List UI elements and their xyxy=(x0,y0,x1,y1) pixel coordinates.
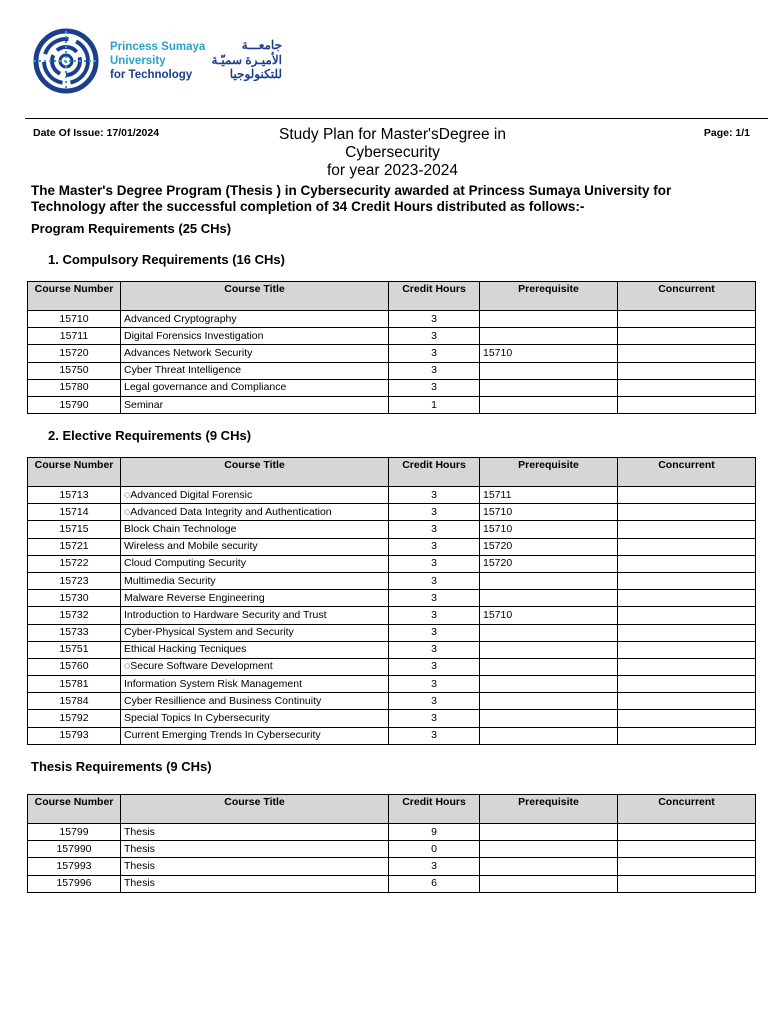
logo-english-text xyxy=(110,40,205,82)
course-number-cell: 15732 xyxy=(28,607,121,624)
concurrent-cell xyxy=(618,590,756,607)
course-title-cell: Thesis xyxy=(121,841,389,858)
table-row xyxy=(28,607,756,624)
course-number-cell: 15792 xyxy=(28,710,121,727)
concurrent-cell xyxy=(618,538,756,555)
concurrent-cell xyxy=(618,693,756,710)
credit-hours-cell: 1 xyxy=(389,396,480,413)
prerequisite-cell xyxy=(480,396,618,413)
prerequisite-cell xyxy=(480,311,618,328)
table-row xyxy=(28,693,756,710)
credit-hours-cell: 3 xyxy=(389,727,480,744)
concurrent-cell xyxy=(618,379,756,396)
col-course-title: Course Title xyxy=(121,458,389,487)
logo-en-line3: for Technology xyxy=(110,69,193,81)
table-row xyxy=(28,311,756,328)
col-course-number: Course Number xyxy=(28,795,121,824)
concurrent-cell xyxy=(618,658,756,675)
concurrent-cell xyxy=(618,710,756,727)
col-prerequisite: Prerequisite xyxy=(480,282,618,311)
course-title-cell: Cyber-Physical System and Security xyxy=(121,624,389,641)
prerequisite-cell xyxy=(480,710,618,727)
concurrent-cell xyxy=(618,555,756,572)
credit-hours-cell: 3 xyxy=(389,858,480,875)
course-title-cell: Digital Forensics Investigation xyxy=(121,328,389,345)
course-number-cell: 15733 xyxy=(28,624,121,641)
concurrent-cell xyxy=(618,607,756,624)
table-row xyxy=(28,590,756,607)
course-title-cell: Block Chain Technologe xyxy=(121,521,389,538)
credit-hours-cell: 3 xyxy=(389,521,480,538)
col-prerequisite: Prerequisite xyxy=(480,458,618,487)
course-title-cell: Malware Reverse Engineering xyxy=(121,590,389,607)
table-row xyxy=(28,624,756,641)
prerequisite-cell: 15710 xyxy=(480,521,618,538)
table-row xyxy=(28,658,756,675)
thesis-heading: Thesis Requirements (9 CHs) xyxy=(31,759,212,774)
prerequisite-cell: 15720 xyxy=(480,555,618,572)
concurrent-cell xyxy=(618,504,756,521)
course-title-cell: Ethical Hacking Tecniques xyxy=(121,641,389,658)
logo-en-line1: Princess Sumaya xyxy=(110,41,206,53)
col-credit-hours: Credit Hours xyxy=(389,795,480,824)
program-requirements-heading: Program Requirements (25 CHs) xyxy=(31,221,232,236)
prerequisite-cell xyxy=(480,379,618,396)
course-title-cell: Seminar xyxy=(121,396,389,413)
course-title-cell: Legal governance and Compliance xyxy=(121,379,389,396)
concurrent-cell xyxy=(618,396,756,413)
prerequisite-cell: 15720 xyxy=(480,538,618,555)
prerequisite-cell xyxy=(480,641,618,658)
table-row xyxy=(28,538,756,555)
prerequisite-cell xyxy=(480,362,618,379)
credit-hours-cell: 3 xyxy=(389,607,480,624)
page-title xyxy=(230,126,555,180)
course-number-cell: 157996 xyxy=(28,875,121,892)
elective-heading: 2. Elective Requirements (9 CHs) xyxy=(48,428,252,443)
table-row xyxy=(28,504,756,521)
course-title-cell: ◌Advanced Data Integrity and Authentication xyxy=(121,504,389,521)
title-line2: Cybersecurity xyxy=(345,144,440,161)
course-number-cell: 157990 xyxy=(28,841,121,858)
credit-hours-cell: 3 xyxy=(389,624,480,641)
credit-hours-cell: 0 xyxy=(389,841,480,858)
concurrent-cell xyxy=(618,521,756,538)
header-divider xyxy=(25,118,768,119)
col-concurrent: Concurrent xyxy=(618,458,756,487)
course-number-cell: 15713 xyxy=(28,487,121,504)
compulsory-heading: 1. Compulsory Requirements (16 CHs) xyxy=(48,252,285,267)
table-row xyxy=(28,727,756,744)
course-title-cell: Special Topics In Cybersecurity xyxy=(121,710,389,727)
credit-hours-cell: 3 xyxy=(389,345,480,362)
logo-ar-line1: جامعـــة xyxy=(241,38,282,52)
course-number-cell: 15781 xyxy=(28,676,121,693)
prerequisite-cell xyxy=(480,875,618,892)
table-header-row xyxy=(28,282,756,311)
course-title-cell: ◌Advanced Digital Forensic xyxy=(121,487,389,504)
table-row xyxy=(28,362,756,379)
credit-hours-cell: 3 xyxy=(389,693,480,710)
table-row xyxy=(28,641,756,658)
course-title-cell: ◌Secure Software Development xyxy=(121,658,389,675)
prerequisite-cell xyxy=(480,590,618,607)
title-line1: Study Plan for Master'sDegree in xyxy=(279,126,506,143)
course-number-cell: 15723 xyxy=(28,572,121,589)
prerequisite-cell xyxy=(480,572,618,589)
credit-hours-cell: 9 xyxy=(389,824,480,841)
col-credit-hours: Credit Hours xyxy=(389,458,480,487)
course-title-cell: Thesis xyxy=(121,875,389,892)
prerequisite-cell xyxy=(480,824,618,841)
credit-hours-cell: 3 xyxy=(389,641,480,658)
course-number-cell: 15780 xyxy=(28,379,121,396)
table-header-row xyxy=(28,795,756,824)
course-title-cell: Cloud Computing Security xyxy=(121,555,389,572)
course-number-cell: 15714 xyxy=(28,504,121,521)
concurrent-cell xyxy=(618,311,756,328)
col-course-title: Course Title xyxy=(121,282,389,311)
logo-emblem-icon xyxy=(30,28,102,96)
course-number-cell: 15790 xyxy=(28,396,121,413)
logo-ar-line2: الأميـرة سميّـة xyxy=(211,52,282,67)
course-title-cell: Advances Network Security xyxy=(121,345,389,362)
concurrent-cell xyxy=(618,328,756,345)
logo-en-line2: University xyxy=(110,55,166,67)
course-title-cell: Cyber Threat Intelligence xyxy=(121,362,389,379)
thesis-table xyxy=(27,794,756,893)
col-course-number: Course Number xyxy=(28,458,121,487)
course-number-cell: 15715 xyxy=(28,521,121,538)
course-title-cell: Information System Risk Management xyxy=(121,676,389,693)
table-row xyxy=(28,555,756,572)
course-title-cell: Introduction to Hardware Security and Trust xyxy=(121,607,389,624)
table-row xyxy=(28,824,756,841)
table-row xyxy=(28,379,756,396)
university-logo xyxy=(30,28,282,98)
table-row xyxy=(28,710,756,727)
course-number-cell: 15720 xyxy=(28,345,121,362)
concurrent-cell xyxy=(618,858,756,875)
course-number-cell: 15799 xyxy=(28,824,121,841)
prerequisite-cell xyxy=(480,693,618,710)
concurrent-cell xyxy=(618,824,756,841)
course-number-cell: 157993 xyxy=(28,858,121,875)
prerequisite-cell xyxy=(480,676,618,693)
prerequisite-cell xyxy=(480,727,618,744)
logo-ar-line3: للتكنولوجيا xyxy=(229,67,282,81)
table-row xyxy=(28,676,756,693)
course-title-cell: Multimedia Security xyxy=(121,572,389,589)
prerequisite-cell xyxy=(480,658,618,675)
credit-hours-cell: 6 xyxy=(389,875,480,892)
course-number-cell: 15760 xyxy=(28,658,121,675)
table-row xyxy=(28,396,756,413)
credit-hours-cell: 3 xyxy=(389,504,480,521)
table-row xyxy=(28,875,756,892)
concurrent-cell xyxy=(618,487,756,504)
prerequisite-cell: 15710 xyxy=(480,504,618,521)
credit-hours-cell: 3 xyxy=(389,487,480,504)
credit-hours-cell: 3 xyxy=(389,538,480,555)
table-row xyxy=(28,328,756,345)
elective-table xyxy=(27,457,756,745)
page-number: Page: 1/1 xyxy=(703,127,750,139)
prerequisite-cell: 15710 xyxy=(480,607,618,624)
concurrent-cell xyxy=(618,572,756,589)
logo-arabic-text xyxy=(198,38,282,82)
concurrent-cell xyxy=(618,624,756,641)
course-title-cell: Wireless and Mobile security xyxy=(121,538,389,555)
prerequisite-cell xyxy=(480,841,618,858)
col-prerequisite: Prerequisite xyxy=(480,795,618,824)
date-of-issue: Date Of Issue: 17/01/2024 xyxy=(33,127,160,139)
course-title-cell: Cyber Resillience and Business Continuity xyxy=(121,693,389,710)
table-row xyxy=(28,572,756,589)
credit-hours-cell: 3 xyxy=(389,658,480,675)
course-number-cell: 15751 xyxy=(28,641,121,658)
course-number-cell: 15711 xyxy=(28,328,121,345)
course-title-cell: Thesis xyxy=(121,858,389,875)
table-row xyxy=(28,521,756,538)
course-number-cell: 15784 xyxy=(28,693,121,710)
credit-hours-cell: 3 xyxy=(389,362,480,379)
compulsory-table xyxy=(27,281,756,414)
course-number-cell: 15750 xyxy=(28,362,121,379)
concurrent-cell xyxy=(618,641,756,658)
table-row xyxy=(28,858,756,875)
concurrent-cell xyxy=(618,875,756,892)
prerequisite-cell: 15710 xyxy=(480,345,618,362)
table-row xyxy=(28,345,756,362)
concurrent-cell xyxy=(618,841,756,858)
course-number-cell: 15730 xyxy=(28,590,121,607)
table-header-row xyxy=(28,458,756,487)
credit-hours-cell: 3 xyxy=(389,555,480,572)
title-line3: for year 2023-2024 xyxy=(327,162,458,179)
course-number-cell: 15721 xyxy=(28,538,121,555)
program-intro: The Master's Degree Program (Thesis ) in Cybersecurity awarded at Princess Sumaya University for Technology after the successful completion of 34 Credit Hours distributed as follows:- xyxy=(31,183,672,214)
col-course-number: Course Number xyxy=(28,282,121,311)
credit-hours-cell: 3 xyxy=(389,590,480,607)
table-row xyxy=(28,487,756,504)
credit-hours-cell: 3 xyxy=(389,676,480,693)
prerequisite-cell xyxy=(480,624,618,641)
concurrent-cell xyxy=(618,362,756,379)
col-course-title: Course Title xyxy=(121,795,389,824)
course-number-cell: 15710 xyxy=(28,311,121,328)
table-row xyxy=(28,841,756,858)
prerequisite-cell xyxy=(480,858,618,875)
prerequisite-cell xyxy=(480,328,618,345)
credit-hours-cell: 3 xyxy=(389,572,480,589)
concurrent-cell xyxy=(618,676,756,693)
course-title-cell: Advanced Cryptography xyxy=(121,311,389,328)
concurrent-cell xyxy=(618,345,756,362)
concurrent-cell xyxy=(618,727,756,744)
credit-hours-cell: 3 xyxy=(389,311,480,328)
credit-hours-cell: 3 xyxy=(389,710,480,727)
col-concurrent: Concurrent xyxy=(618,795,756,824)
course-title-cell: Current Emerging Trends In Cybersecurity xyxy=(121,727,389,744)
course-number-cell: 15722 xyxy=(28,555,121,572)
course-number-cell: 15793 xyxy=(28,727,121,744)
prerequisite-cell: 15711 xyxy=(480,487,618,504)
credit-hours-cell: 3 xyxy=(389,379,480,396)
col-credit-hours: Credit Hours xyxy=(389,282,480,311)
course-title-cell: Thesis xyxy=(121,824,389,841)
col-concurrent: Concurrent xyxy=(618,282,756,311)
credit-hours-cell: 3 xyxy=(389,328,480,345)
